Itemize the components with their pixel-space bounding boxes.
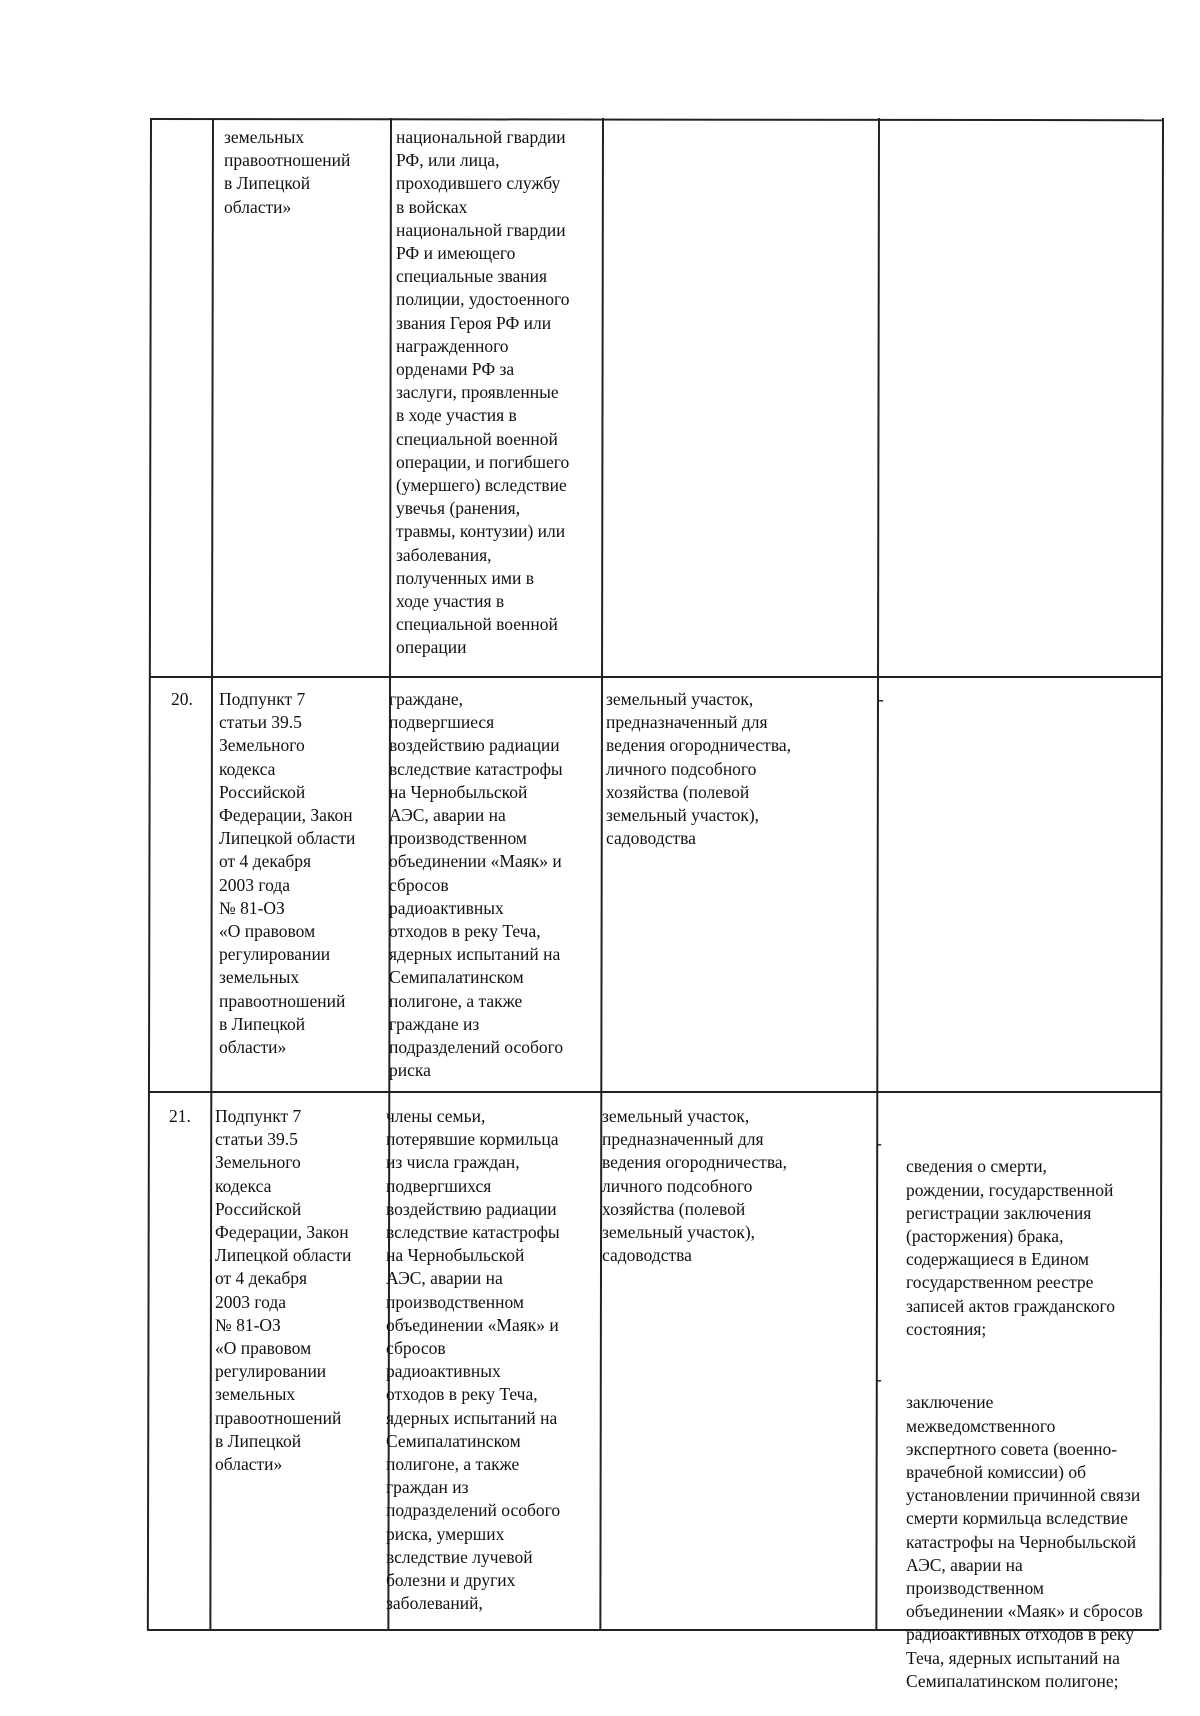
dash-bullet: - [876,1133,882,1154]
legal-basis-cell: Подпункт 7 статьи 39.5 Земельного кодекса Российской Федерации, Закон Липецкой области от 4 декабря 2003 года № 81-ОЗ «О правовом регулировании земельных правоотношений в Липецкой области» [219,689,356,1058]
land-plot-cell: земельный участок, предназначенный для ведения огородничества, личного подсобного хозяйства (полевой земельный участок), садоводства [606,689,791,849]
documents-cell [874,1109,1160,1716]
documents-cell: - [878,689,884,709]
legal-basis-cell: Подпункт 7 статьи 39.5 Земельного кодекса Российской Федерации, Закон Липецкой области от 4 декабря 2003 года № 81-ОЗ «О правовом регулировании земельных правоотношений в Липецкой области» [215,1106,352,1475]
document-item [874,1368,1160,1693]
land-plot-cell: земельный участок, предназначенный для ведения огородничества, личного подсобного хозяйства (полевой земельный участок), садоводства [602,1106,787,1266]
category-cell: члены семьи, потерявшие кормильца из числа граждан, подвергшихся воздействию радиации вследствие катастрофы на Чернобыльской АЭС, аварии на производственном объединении «Маяк» и сбросов радиоактивных отходов в реку Теча, ядерных испытаний на Семипалатинском полигоне, а также граждан из подразделений особого риска, умерших вследствие лучевой болезни и других заболеваний, [386,1106,561,1614]
row-divider [149,1091,1161,1093]
row-divider [150,676,1162,678]
dash-bullet: - [876,1369,882,1390]
category-cell: граждане, подвергшиеся воздействию радиации вследствие катастрофы на Чернобыльской АЭС, аварии на производственном объединении «Маяк» и сбросов радиоактивных отходов в реку Теча, ядерных испытаний на Семипалатинском полигоне, а также граждане из подразделений особого риска [389,689,564,1081]
row-number: 21. [169,1106,191,1126]
document-item [874,1132,1160,1341]
category-cell: национальной гвардии РФ, или лица, проходившего службу в войсках национальной гвардии РФ и имеющего специальные звания полиции, удостоенного звания Героя РФ или награжденного орденами РФ за заслуги, проявленные в ходе участия в специальной военной операции, и погибшего (умершего) вследствие увечья (ранения, травмы, контузии) или заболевания, полученных ими в ходе участия в специальной военной операции [396,127,570,658]
table-left-border [147,118,152,1630]
table-top-border [150,118,1164,121]
row-number: 20. [171,689,193,709]
column-divider [209,118,213,1630]
document-item-text: заключение межведомственного экспертного совета (военно- врачебной комиссии) об установлении причинной связи смерти кормильца вследствие катастрофы на Чернобыльской АЭС, аварии на производственном объединении «Маяк» и сбросов радиоактивных отходов в реку Теча, ядерных испытаний на Семипалатинском полигоне; [906,1392,1143,1691]
document-item-text: сведения о смерти, рождении, государственной регистрации заключения (расторжения) брака, содержащиеся в Едином государственном реестре записей актов гражданского состояния; [906,1156,1115,1339]
legal-basis-cell: земельных правоотношений в Липецкой области» [224,127,351,217]
